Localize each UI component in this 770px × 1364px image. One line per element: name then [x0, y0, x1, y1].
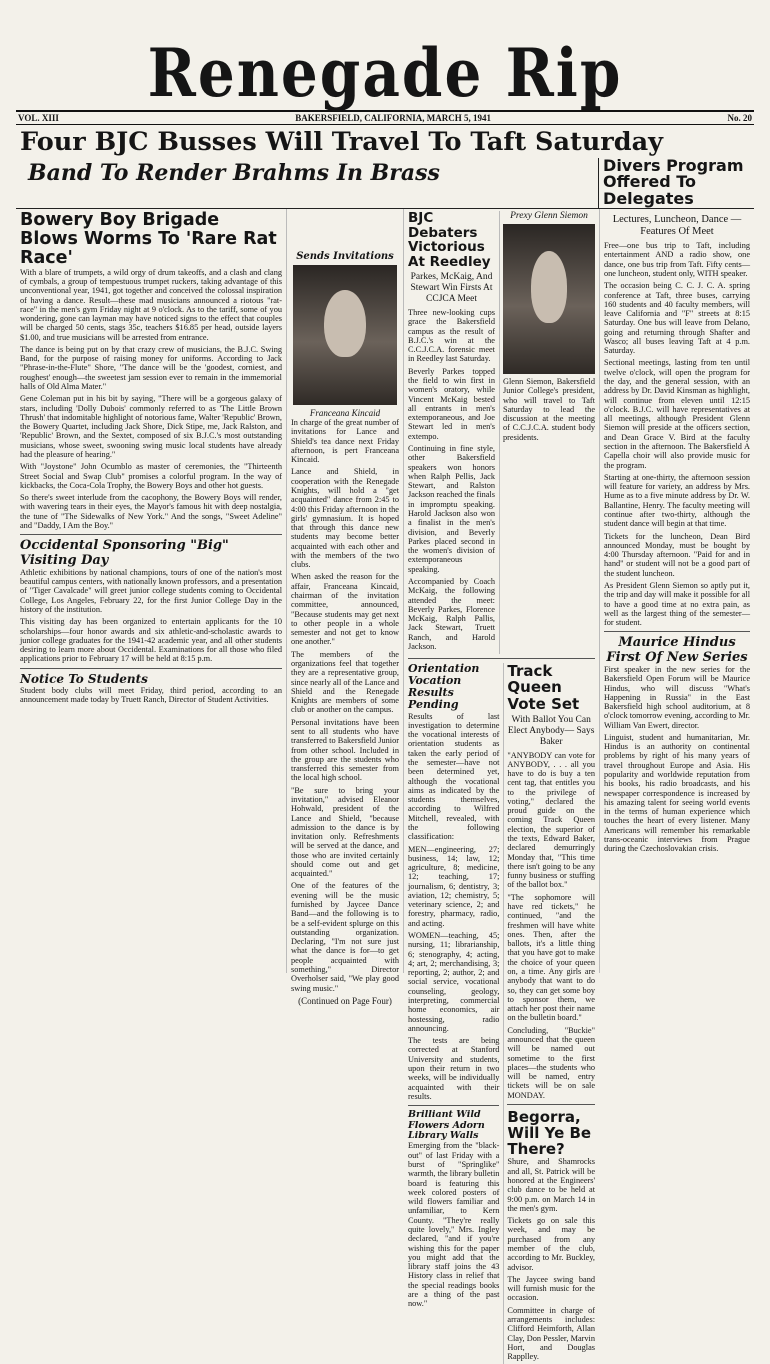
- notice-body: Student body clubs will meet Friday, third period, according to an announcement made today by Truett Ranch, Director of Student Activities.: [20, 685, 282, 705]
- sends-para: Personal invitations have been sent to all students who have transferred to Bakersfield Junior from other school. Included in the group are the students who transferred this semester from the local high school.: [291, 717, 399, 783]
- kincaid-caption: Franceana Kincaid: [309, 407, 381, 418]
- begorra-para: The Jaycee swing band will furnish music for the occasion.: [507, 1274, 595, 1303]
- debaters-deck: Parkes, McKaig, And Stewart Win Firsts At CCJCA Meet: [410, 272, 493, 305]
- trackqueen-para: "ANYBODY can vote for ANYBODY, . . . all you have to do is buy a ten cent tag, that entitles you to the privilege of voting," declared the proud guide on the coming Track Queen election, the superior of the texts, Edward Baker, declared demurringly Monday that, "This time there isn't going to be any funny business or stuffing of the ballot box.": [507, 750, 595, 890]
- column-1: [16, 209, 286, 973]
- kincaid-photo: [293, 265, 397, 405]
- brahms-headline: Band To Render Brahms In Brass: [28, 159, 440, 186]
- sends-para: When asked the reason for the affair, Franceana Kincaid, chairman of the invitation committee, announced, "Because students may get next to other people in a whole semester and not get to know one another.": [291, 572, 399, 647]
- column-3: [403, 209, 599, 1362]
- volume-label: VOL. XIII: [18, 113, 59, 123]
- begorra-para: Tickets go on sale this week, and may be purchased from any member of the club, according to Mr. Buckley, advisor.: [507, 1216, 595, 1272]
- occidental-para: This visiting day has been organized to entertain applicants for the 10 scholarships—four honor awards and six athletic-and-scholastic awards to junior college graduates for the 1941-42 academic year, and all other students desiring to learn more about Occidental. Examinations for all those who filed applications prior to February 17 will be held at 8:15 p.m.: [20, 617, 282, 664]
- debaters-para: Beverly Parkes topped the field to win first in women's oratory, while Vincent McKaig bested all entrants in men's extemporaneous, and Joe Stewart led in men's extempo.: [408, 366, 495, 441]
- hindus-para: First speaker in the new series for the Bakersfield Open Forum will be Maurice Hindus, who will discuss "What's Happening in Russia" in the East Bakersfield high school auditorium, at 8 o'clock tomorrow evening, according to Mr. William Van Ewert, director.: [604, 664, 750, 730]
- divers-headline: Divers Program Offered To Delegates: [598, 158, 754, 208]
- orientation-para: MEN—engineering, 27; business, 14; law, 12; agriculture, 8; medicine, 12; teaching, 17; journalism, 6; dentistry, 3; aviation, 12; chemistry, 5; veterinary science, 2; and forestry, pharmacy, radio, and acting.: [408, 844, 500, 928]
- hindus-para: Linguist, student and humanitarian, Mr. Hindus is an authority on continental problems by right of his many years of travel throughout Europe and Asia. His popularity and worldwide reputation from his books, his radio broadcasts, and his newspaper correspondence is increased by his amazing talent for seeing world events in the terms of human experience which touches the heart of every listener. Many Americans will remember his remarkable trans-oceanic interviews from Prague during the Czechoslovakian crisis.: [604, 732, 750, 854]
- masthead-name: Renegade Rip: [147, 33, 623, 113]
- begorra-headline: Begorra, Will Ye Be There?: [507, 1107, 592, 1159]
- top-band: [16, 155, 754, 209]
- debaters-para: Accompanied by Coach McKaig, the following attended the meet: Beverly Parkes, Florence McKaig, Ralph Pallis, Jack Stewart, Truett Ranch, and Harold Jackson.: [408, 576, 495, 651]
- begorra-para: Committee in charge of arrangements includes: Clifford Heimforth, Allan Clay, Don Pessler, Marvin Hort, and Douglas Rapplley.: [507, 1305, 595, 1362]
- masthead: [16, 6, 754, 113]
- orientation-para: Results of last investigation to determine the vocational interests of orientation students as taken the early period of the semester—have not been determined yet, although the vocational aims as indicated by the students themselves, according to Wilfred Mitchell, revealed, with the following classification:: [408, 711, 500, 842]
- divers-para: Tickets for the luncheon, Dean Bird announced Monday, must be bought by 4:00 Thursday afternoon. "Paid for and in hand" or student will not be a good part of the student luncheon.: [604, 531, 750, 578]
- sends-continued: (Continued on Page Four): [298, 995, 392, 1006]
- simon-caption: Glenn Siemon, Bakersfield Junior College's president, who will travel to Taft Saturday to lead the discussion at the meeting of C.C.J.C.A. student body presidents.: [503, 376, 595, 442]
- sends-para: The members of the organizations feel that together they are a representative group, since nearly all of the Lance and Shield and the Renegade Knights are members of some club or another on the campus.: [291, 649, 399, 715]
- trackqueen-para: Concluding, "Buckie" announced that the queen will be named out sometime to the first places—the students who will be named, entry tickets will be on sale MONDAY.: [507, 1025, 595, 1100]
- divers-para: Sectional meetings, lasting from ten until twelve o'clock, will open the program for the day, and the general session, with an address by Dr. David Kinsman as highlight, will continue from eleven until 12:15 o'clock. B.J.C. will have representatives at all meetings, although President Glenn Siemon will preside at the officers section, and Dean Grace V. Bird at the faculty section in the afternoon. The Bakersfield A Capella choir will also provide music for the program.: [604, 358, 750, 470]
- notice-headline: Notice To Students: [20, 671, 148, 686]
- brilliant-body: Emerging from the "black-out" of last Friday with a burst of "Springlike" warmth, the library bulletin board is featuring this week colored posters of wild flowers familiar and unfamiliar, to Kern County. "They're really quite lovely," Mrs. Ingley declared, "and if you're wishing this for the paper you might add that the library staff joins the 43 History class in relief that the special readings books are a thing of the past now.": [408, 1141, 500, 1309]
- sends-para: Lance and Shield, in cooperation with the Renegade Knights, will hold a "get acquainted" dance from 2:45 to 4:00 this Friday afternoon in the girls' gymnasium. It is hoped that through this dance new students may become better acquainted with each other and with the members of the two clubs.: [291, 467, 399, 570]
- bowery-para: The dance is being put on by that crazy crew of musicians, the B.J.C. Swing Band, for the purpose of raising money for uniforms. According to Jack "Phrase-in-the-Flute" Shore, "The dance will be the 'goodest, corniest, and roughest' enough—the sweetest jam session ever to remain in the immemorial halls of Old Alma Mater.": [20, 344, 282, 392]
- sends-headline: Sends Invitations: [296, 250, 394, 262]
- dateline: BAKERSFIELD, CALIFORNIA, MARCH 5, 1941: [295, 113, 492, 123]
- bowery-headline: Bowery Boy Brigade Blows Worms To 'Rare Rat Race': [20, 209, 277, 268]
- divers-para: Starting at one-thirty, the afternoon session will feature for variety, an address by Mrs. Hume as to a five minute address by Dr. W. Ballantine, Henry. The faculty meeting will continue after two-thirty, although the student dance will begin at that time.: [604, 472, 750, 529]
- sends-para: One of the features of the evening will be the music furnished by Jaycee Dance Band—and the following is to be a self-evident splurge on this outstanding organization. Declaring, "I'm not sure just what the dance is for—to get people acquainted with something," Director Overholser said, "We play good swing music.": [291, 881, 399, 993]
- occidental-headline: Occidental Sponsoring "Big" Visiting Day: [20, 538, 229, 568]
- trackqueen-deck: With Ballot You Can Elect Anybody— Says Baker: [507, 714, 595, 747]
- bowery-para: With a blare of trumpets, a wild orgy of drum takeoffs, and a clash and clang of cymbals, a group of tempestuous trumpet ruckers, taking advantage of this unconventional year, 1941, got together and conceived the colossal inspiration of having a dance. Result—these mad musicians announced a riotous "rat-race" in the men's gym Friday night at 9 o'clock. As to the tariff, some of you wondering, gone can layman may have noticed signs to the effect that couples will be charged 50 cents, stags 35c, teachers $16.85 per head, outside layers $1.00, and true musicians will be arrested from entrance.: [20, 267, 282, 342]
- trackqueen-headline: Track Queen Vote Set: [507, 662, 580, 713]
- bowery-para: So there's sweet interlude from the cacophony, the Bowery Boys will render, with wavering tears in their eyes, the Mayor's famous hit with deep nostalgia, the tune of "The Sidewalks of New York." And the songs, "Sweet Adeline" and "Daddy, I Am the Boy.": [20, 493, 282, 530]
- bowery-para: Gene Coleman put in his bit by saying, "There will be a gorgeous galaxy of stars, including 'Dolly Dubois' commonly referred to as 'The Little Brown Thrush' that indomitable highlight of notorious fame, Walter 'Republic' Brown, the Bowery Quartet, including Jack Shore, Dick Stipe, me, Jack Ralston, and 'Republic' Brown, and the Sextet, composed of six B.J.C.'s most outstanding musicians, whose sweet, swooning swing music local students have already had the pleasure of hearing.": [20, 394, 282, 459]
- begorra-para: Shure, and Shamrocks and all, St. Patrick will be honored at the Engineers' club dance to be held at 9:00 p.m. on March 14 in the men's gym.: [507, 1157, 595, 1213]
- sends-para: In charge of the great number of invitations for Lance and Shield's tea dance next Friday afternoon, is pert Franceana Kincaid.: [291, 417, 399, 465]
- divers-para: As President Glenn Siemon so aptly put it, the trip and day will make it possible for all to have a good time at no extra pain, as well as the largest thing of the semester—for student.: [604, 580, 750, 628]
- trackqueen-para: "The sophomore will have red tickets," he continued, "and the freshmen will have white ones. Then, after the ballots, it's a little thing that you have got to make the choice of your queen on, a time. Any girls are anybody that want to do so, they can get some boy to sponsor them, we attach her post their name on the bulletin board.": [507, 892, 595, 1023]
- debaters-para: Continuing in fine style, other Bakersfield speakers won honors when Ralph Pellis, Jack Stewart, and Ralston Jackson reached the finals in impromptu speaking. Harold Jackson also won a finalist in the men's division, and Beverly Parkes placed second in the women's division of extemporaneous speaking.: [408, 444, 495, 574]
- column-4: [599, 209, 754, 973]
- divers-para: The occasion being C. C. J. C. A. spring conference at Taft, three buses, carrying 160 students and 40 faculty members, will leave California and "F" streets at 8:15 Saturday. One bus will leave from Delano, going and returning through Shafter and Wasco; all buses leaving Taft at 4 p.m. Saturday.: [604, 281, 750, 356]
- column-2: [286, 209, 403, 1006]
- issue-number: No. 20: [727, 113, 752, 123]
- banner-headline: Four BJC Busses Will Travel To Taft Saturday: [20, 127, 663, 157]
- debaters-headline: BJC Debaters Victorious At Reedley: [408, 209, 491, 270]
- simon-photo: [503, 224, 595, 374]
- hindus-headline: Maurice Hindus First Of New Series: [606, 635, 748, 665]
- orientation-para: WOMEN—teaching, 45; nursing, 11; librarianship, 6; stenography, 4; acting, 4; art, 2; merchandising, 3; reporting, 2; author, 2; and social service, vocational counseling, geology, interpreting, commercial home economics, air hostessing, radio announcing.: [408, 931, 500, 1033]
- divers-para: Free—one bus trip to Taft, including entertainment AND a radio show, one dance, one bus trip from Taft. Fifty cents—one luncheon, student only, WITH speaker.: [604, 241, 750, 278]
- occidental-para: Athletic exhibitions by national champions, tours of one of the nation's most beautiful campus centers, with nationally known professors, and a presentation of "Tiger Cavalcade" will greet junior college students coming to Occidental College, Los Angeles, February 22, for the first Junior College Day in the history of the institution.: [20, 567, 282, 614]
- folio-line: [16, 110, 754, 125]
- divers-deck: Lectures, Luncheon, Dance — Features Of Meet: [612, 213, 742, 238]
- brilliant-headline: Brilliant Wild Flowers Adorn Library Walls: [408, 1109, 485, 1141]
- orientation-para: The tests are being corrected at Stanford University and students, upon their return in two weeks, will be individually acquainted with their results.: [408, 1036, 500, 1101]
- debaters-para: Three new-looking cups grace the Bakersfield campus as the result of B.J.C.'s win at the C.C.J.C.A. forensic meet in Reedley last Saturday.: [408, 308, 495, 364]
- sends-para: "Be sure to bring your invitation," advised Eleanor Hohwald, president of the Lance and Shield, "because admission to the dance is by invitation only. Refreshments will be served at the dance, and those who are invited certainly should come out and get acquainted.": [291, 785, 399, 879]
- orientation-headline: Orientation Vocation Results Pending: [408, 662, 480, 712]
- simon-label: Prexy Glenn Siemon: [510, 210, 588, 221]
- columns: [16, 208, 754, 1362]
- bowery-para: With "Joystone" John Ocumblo as master of ceremonies, the "Thirteenth Street Social and Swap Club" promises a colorful program. In the way of kickbacks, the Coca-Cola Trophy, the Bowery Boys and other hot guests.: [20, 462, 282, 490]
